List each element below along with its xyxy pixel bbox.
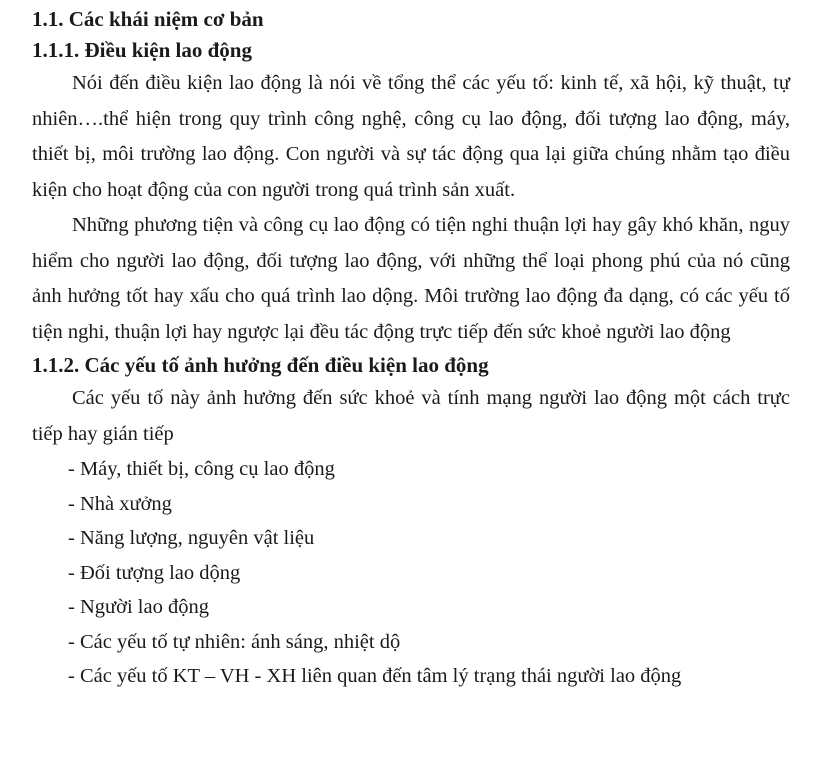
factor-list (32, 452, 790, 694)
paragraph-definition: Nói đến điều kiện lao động là nói về tổng thể các yếu tố: kinh tế, xã hội, kỹ thuật, tự nhiên….thể hiện trong quy trình công nghệ, công cụ lao động, đối tượng lao động, máy, thiết bị, môi trường lao động. Con người và sự tác động qua lại giữa chúng nhằm tạo điều kiện cho hoạt động của con người trong quá trình sản xuất. (32, 72, 790, 201)
list-item: - Máy, thiết bị, công cụ lao động (68, 458, 335, 480)
list-item: - Người lao động (68, 596, 209, 618)
subsection-heading-working-conditions: 1.1.1. Điều kiện lao động (32, 38, 252, 62)
subsection-heading-influencing-factors: 1.1.2. Các yếu tố ảnh hưởng đến điều kiện lao động (32, 353, 489, 377)
section-heading: 1.1. Các khái niệm cơ bản (32, 7, 264, 31)
list-item: - Các yếu tố tự nhiên: ánh sáng, nhiệt dộ (68, 630, 401, 653)
list-item: - Nhà xưởng (68, 492, 172, 515)
list-item: - Năng lượng, nguyên vật liệu (68, 527, 315, 549)
paragraph-factors-intro: Các yếu tố này ảnh hưởng đến sức khoẻ và tính mạng người lao động một cách trực tiếp hay gián tiếp (32, 387, 790, 445)
paragraph-tools-environment: Những phương tiện và công cụ lao động có tiện nghi thuận lợi hay gây khó khăn, nguy hiểm cho người lao động, đối tượng lao động, với những thể loại phong phú của nó cũng ảnh hưởng tốt hay xấu cho quá trình lao dộng. Môi trường lao động đa dạng, có các yếu tố tiện nghi, thuận lợi hay ngược lại đều tác động trực tiếp đến sức khoẻ người lao động (32, 214, 790, 343)
list-item: - Các yếu tố KT – VH - XH liên quan đến tâm lý trạng thái người lao động (68, 665, 682, 687)
list-item: - Đối tượng lao dộng (68, 561, 241, 584)
